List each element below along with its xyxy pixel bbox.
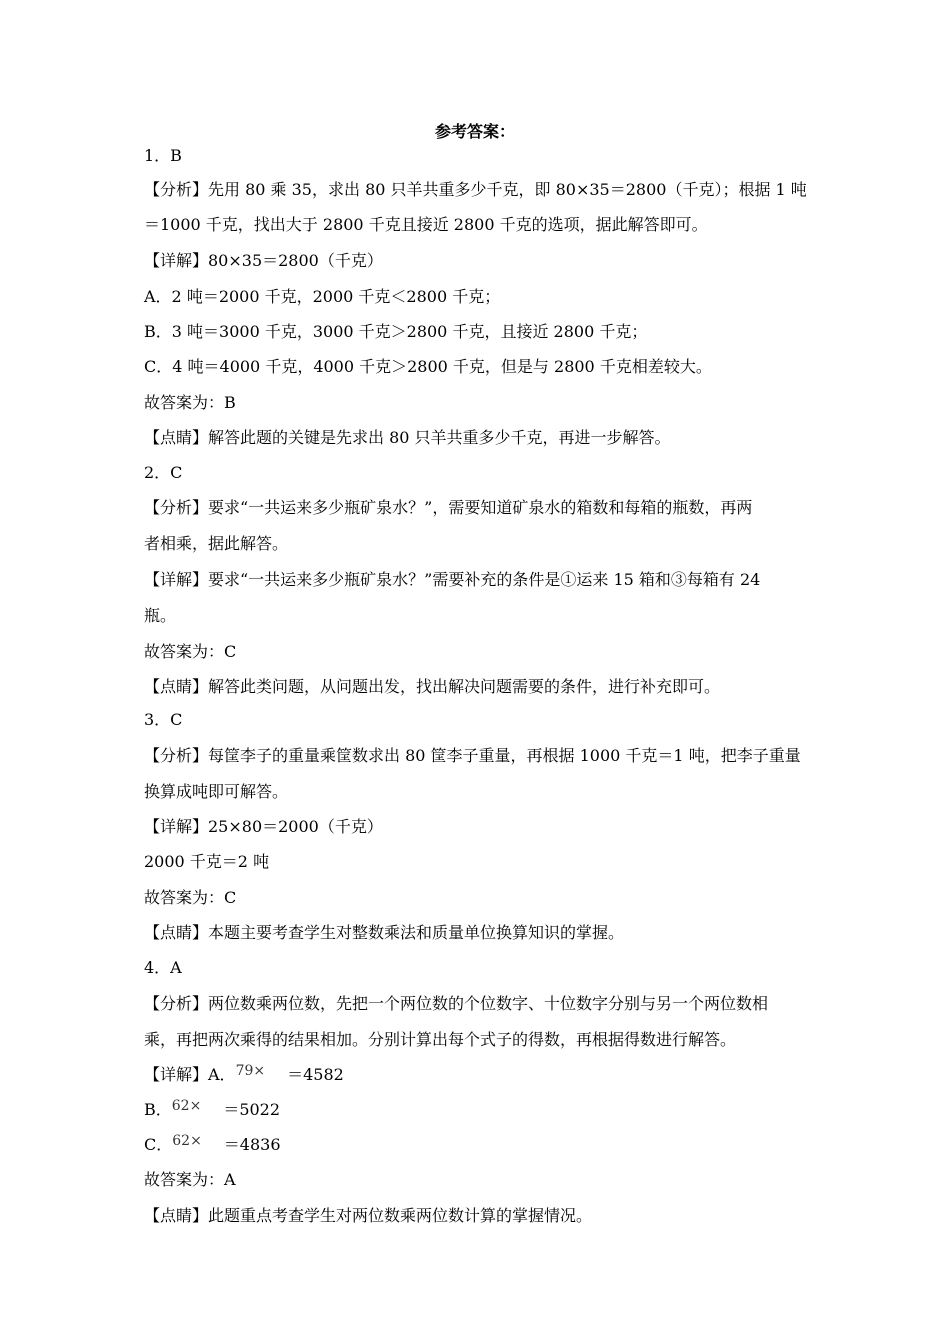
text-line: 2000 千克＝2 吨 bbox=[144, 852, 270, 871]
detail-c-result: ＝4836 bbox=[223, 1135, 281, 1154]
text-line: 【详解】25×80＝2000（千克） bbox=[144, 817, 383, 836]
page-title: 参考答案： bbox=[434, 122, 515, 141]
text-line: 【点睛】解答此题的关键是先求出 80 只羊共重多少千克，再进一步解答。 bbox=[144, 428, 671, 447]
text-line: 【分析】每筐李子的重量乘筐数求出 80 筐李子重量，再根据 1000 千克＝1 吨，把李子重量 bbox=[144, 746, 801, 765]
detail-a-prefix: 【详解】A． bbox=[144, 1065, 236, 1084]
text-line: 故答案为：C bbox=[144, 642, 237, 661]
text-line: 4．A bbox=[144, 958, 182, 977]
text-line: 1．B bbox=[144, 146, 182, 165]
detail-c-expression: 62× bbox=[172, 1133, 202, 1149]
text-line: 3．C bbox=[144, 710, 183, 729]
detail-a-expression: 79× bbox=[235, 1063, 266, 1079]
text-line: B．3 吨＝3000 千克，3000 千克＞2800 千克，且接近 2800 千克； bbox=[144, 322, 648, 341]
detail-c-line bbox=[144, 1135, 281, 1156]
detail-b-result: ＝5022 bbox=[223, 1100, 281, 1119]
text-line: 故答案为：C bbox=[144, 888, 237, 907]
text-line: ＝1000 千克，找出大于 2800 千克且接近 2800 千克的选项，据此解答即可。 bbox=[144, 215, 708, 234]
text-line: 【分析】先用 80 乘 35，求出 80 只羊共重多少千克，即 80×35＝2800（千克）；根据 1 吨 bbox=[144, 180, 807, 199]
text-line: C．4 吨＝4000 千克，4000 千克＞2800 千克，但是与 2800 千克相差较大。 bbox=[144, 357, 712, 376]
detail-a-line bbox=[144, 1065, 344, 1086]
text-line: 【点睛】本题主要考查学生对整数乘法和质量单位换算知识的掌握。 bbox=[144, 923, 625, 942]
text-line: 【详解】要求“一共运来多少瓶矿泉水？”需要补充的条件是①运来 15 箱和③每箱有 24 bbox=[144, 570, 761, 589]
detail-a-result: ＝4582 bbox=[287, 1065, 344, 1084]
text-line: 【详解】80×35＝2800（千克） bbox=[144, 251, 383, 270]
text-line: 故答案为：A bbox=[144, 1170, 236, 1189]
text-line: 【分析】要求“一共运来多少瓶矿泉水？”，需要知道矿泉水的箱数和每箱的瓶数，再两 bbox=[144, 498, 753, 517]
text-line: 【分析】两位数乘两位数，先把一个两位数的个位数字、十位数字分别与另一个两位数相 bbox=[144, 994, 769, 1013]
text-line: 乘，再把两次乘得的结果相加。分别计算出每个式子的得数，再根据得数进行解答。 bbox=[144, 1030, 737, 1049]
detail-c-prefix: C． bbox=[144, 1135, 173, 1154]
detail-b-prefix: B． bbox=[144, 1100, 172, 1119]
text-line: 故答案为：B bbox=[144, 393, 236, 412]
text-line: 2．C bbox=[144, 463, 183, 482]
text-line: 【点睛】解答此类问题，从问题出发，找出解决问题需要的条件，进行补充即可。 bbox=[144, 677, 721, 696]
text-line: A．2 吨＝2000 千克，2000 千克＜2800 千克； bbox=[144, 287, 501, 306]
text-line: 者相乘，据此解答。 bbox=[144, 534, 289, 553]
text-line: 瓶。 bbox=[144, 606, 177, 625]
detail-b-expression: 62× bbox=[171, 1098, 202, 1114]
text-line: 换算成吨即可解答。 bbox=[144, 782, 289, 801]
detail-b-line bbox=[144, 1100, 280, 1121]
text-line: 【点睛】此题重点考查学生对两位数乘两位数计算的掌握情况。 bbox=[144, 1206, 593, 1225]
